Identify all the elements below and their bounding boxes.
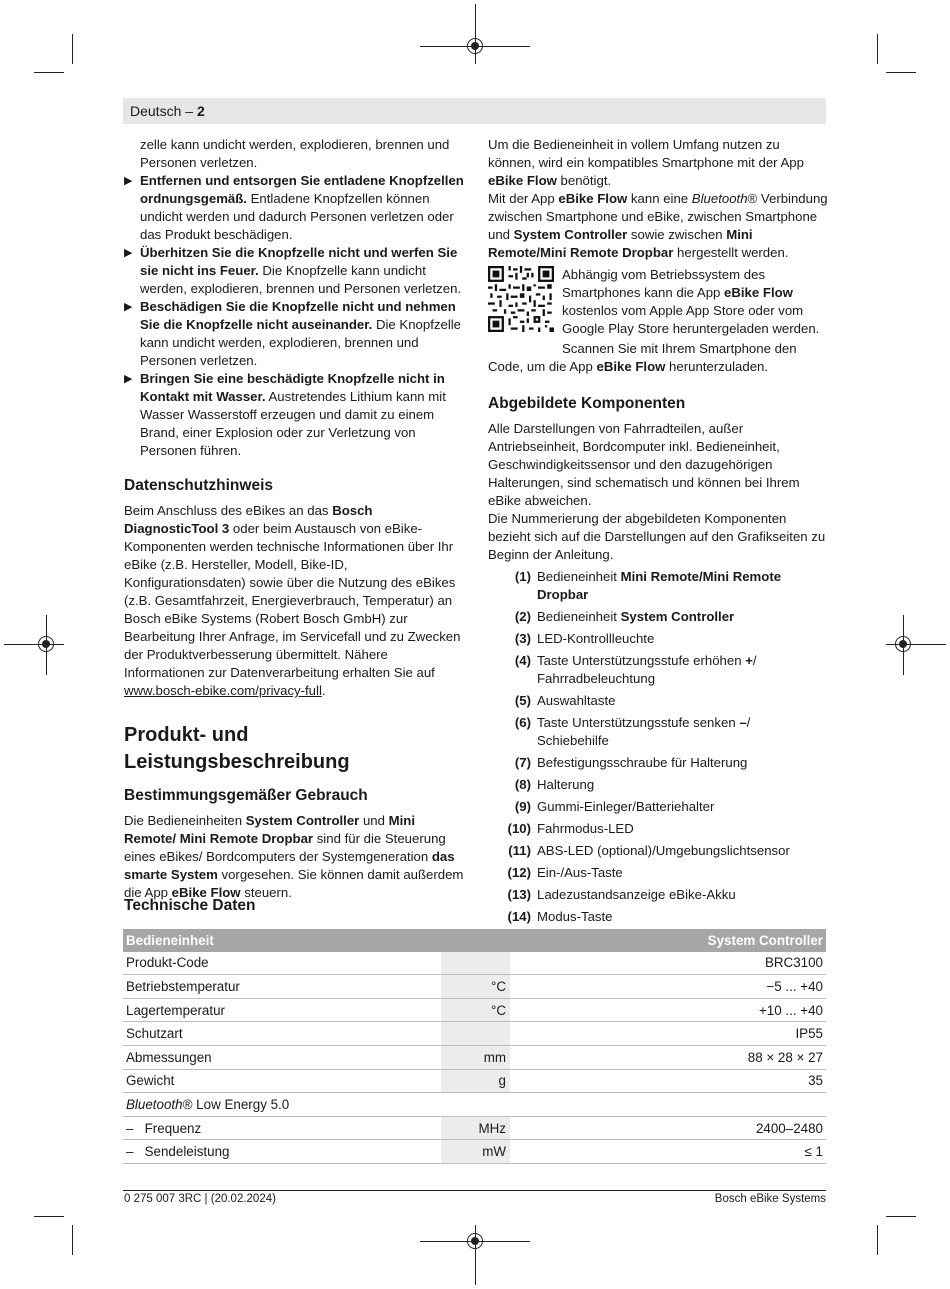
table-cell-value: 88 × 28 × 27 [510, 1045, 826, 1069]
usage-text-part: steuern. [240, 885, 292, 900]
list-item [488, 714, 828, 750]
table-cell-label: – Frequenz [123, 1116, 441, 1140]
list-item [488, 864, 828, 882]
component-number: (14) [507, 909, 531, 924]
component-text: ABS-LED (optional)/Umgebungslichtsensor [537, 843, 790, 858]
header-language: Deutsch [130, 103, 182, 119]
text-part: Scannen Sie mit Ihrem Smartphone den Code, um die App [488, 341, 797, 374]
usage-text-bold: System Controller [245, 813, 360, 828]
usage-text-part: sind für die Steuerung eines eBikes/ Bordcomputers der Systemgeneration [124, 831, 446, 864]
warning-item [124, 370, 464, 460]
table-cell-value: ≤ 1 [510, 1140, 826, 1164]
component-number: (11) [508, 843, 531, 858]
bluetooth-word: Bluetooth [691, 191, 748, 206]
component-bold: – [739, 715, 747, 730]
warning-bold: Beschädigen Sie die Knopfzelle nicht und nehmen Sie die Knopfzelle nicht auseinander. [140, 299, 456, 332]
table-cell-unit: °C [441, 975, 510, 999]
table-header-label: Bedieneinheit [123, 929, 510, 952]
footer-doc-number: 0 275 007 3RC | (20.02.2024) [124, 1193, 276, 1205]
list-item [488, 798, 828, 816]
list-item [488, 568, 828, 604]
table-cell-label: Schutzart [123, 1022, 441, 1046]
text-bold: System Controller [513, 227, 628, 242]
warning-text: Die Knopfzelle kann undicht werden, explodieren, brennen und Personen verletzen. [140, 317, 462, 368]
warning-item [124, 244, 464, 298]
table-cell-unit [441, 952, 510, 975]
table-row [123, 952, 826, 975]
table-cell-label: Abmessungen [123, 1045, 441, 1069]
right-column [488, 136, 828, 926]
table-cell-label: Produkt-Code [123, 952, 441, 975]
table-row [123, 1093, 826, 1117]
page-number: 2 [196, 103, 205, 119]
component-text: Auswahltaste [537, 693, 616, 708]
text-part: kostenlos vom Apple App Store oder vom Google Play Store heruntergeladen werden. [562, 303, 820, 336]
privacy-text [124, 502, 464, 700]
text-bold: Mini Remote/Mini Remote Dropbar [488, 227, 753, 260]
component-bold: System Controller [620, 609, 735, 624]
tech-data-heading: Technische Daten [124, 897, 256, 914]
list-item [488, 908, 828, 926]
table-row [123, 1069, 826, 1093]
crop-mark [877, 34, 878, 64]
table-cell-label: – Sendeleistung [123, 1140, 441, 1164]
component-bold: Mini Remote/Mini Remote Dropbar [537, 569, 782, 602]
component-text: LED-Kontrollleuchte [537, 631, 655, 646]
table-cell-label: Betriebstemperatur [123, 975, 441, 999]
footer-company: Bosch eBike Systems [714, 1193, 826, 1205]
crop-mark [72, 1225, 73, 1255]
component-number: (8) [514, 777, 531, 792]
components-intro: Alle Darstellungen von Fahrradteilen, außer Antriebseinheit, Bordcomputer inkl. Bedieneinheit, Geschwindigkeitssensor und den dazugehörigen Halterungen, sind schematisch und können bei Ihrem eBike abweichen. [488, 421, 800, 508]
components-heading: Abgebildete Komponenten [488, 395, 686, 412]
component-number: (1) [514, 569, 531, 584]
component-text: / [752, 653, 757, 668]
list-item [488, 692, 828, 710]
app-requirement-text [488, 136, 828, 190]
component-text: Gummi-Einleger/Batteriehalter [537, 799, 715, 814]
text-part: Um die Bedieneinheit in vollem Umfang nutzen zu können, wird ein kompatibles Smartphone mit der App [488, 137, 804, 170]
scan-text [488, 340, 828, 376]
component-number: (2) [514, 609, 531, 624]
table-cell-unit: °C [441, 998, 510, 1022]
usage-text-bold: das smarte System [124, 849, 455, 882]
table-cell-value: +10 ... +40 [510, 998, 826, 1022]
bluetooth-word: Bluetooth [126, 1096, 183, 1112]
component-number: (7) [514, 755, 531, 770]
crop-mark [886, 1216, 916, 1217]
crop-mark [877, 1225, 878, 1255]
page-header [130, 103, 205, 119]
list-item [488, 886, 828, 904]
table-cell-value: 35 [510, 1069, 826, 1093]
component-text: Bedieneinheit [537, 569, 621, 584]
table-header-row [123, 929, 826, 952]
warning-item [124, 172, 464, 244]
crop-mark [34, 1216, 64, 1217]
left-column [124, 136, 464, 902]
component-text: Taste Unterstützungsstufe senken [537, 715, 740, 730]
triangle-bullet-icon: ▶ [124, 175, 133, 187]
crop-mark [72, 34, 73, 64]
privacy-heading: Datenschutzhinweis [124, 477, 273, 494]
diagnostic-tool-name: Bosch DiagnosticTool 3 [124, 503, 373, 536]
table-cell-value [510, 1093, 826, 1117]
table-row [123, 975, 826, 999]
text-part: herunterzuladen. [665, 359, 769, 374]
app-name: eBike Flow [488, 173, 557, 188]
header-bar [123, 98, 826, 124]
usage-text-part: und [359, 813, 389, 828]
privacy-text-part: . [321, 683, 326, 698]
triangle-bullet-icon: ▶ [124, 301, 133, 313]
table-cell-label: Lagertemperatur [123, 998, 441, 1022]
component-number: (13) [507, 887, 531, 902]
component-number: (10) [507, 821, 531, 836]
warning-text: Die Knopfzelle kann undicht werden, explodieren, brennen und Personen verletzen. [140, 263, 462, 296]
list-item [488, 842, 828, 860]
list-item [488, 652, 828, 688]
table-cell-value: 2400–2480 [510, 1116, 826, 1140]
usage-text-bold: Mini Remote/ Mini Remote Dropbar [124, 813, 416, 846]
table-cell-unit: g [441, 1069, 510, 1093]
component-text: Halterung [537, 777, 595, 792]
privacy-text-part: Beim Anschluss des eBikes an das [124, 503, 333, 518]
warning-bold: Bringen Sie eine beschädigte Knopfzelle nicht in Kontakt mit Wasser. [140, 371, 445, 404]
app-name: eBike Flow [724, 285, 793, 300]
table-row [123, 1022, 826, 1046]
usage-text-bold: eBike Flow [171, 885, 241, 900]
table-row [123, 1045, 826, 1069]
component-text: Fahrmodus-LED [537, 821, 634, 836]
table-row [123, 998, 826, 1022]
bluetooth-rest: ® Low Energy 5.0 [182, 1096, 290, 1112]
table-cell-unit [441, 1022, 510, 1046]
header-separator: – [181, 103, 197, 119]
table-cell-unit: MHz [441, 1116, 510, 1140]
privacy-link[interactable]: www.bosch-ebike.com/privacy-full [124, 683, 322, 698]
list-item [488, 776, 828, 794]
qr-code-icon[interactable] [488, 266, 554, 332]
component-text: / [746, 715, 751, 730]
usage-heading: Bestimmungsgemäßer Gebrauch [124, 787, 368, 804]
table-cell-label: Gewicht [123, 1069, 441, 1093]
list-item [488, 608, 828, 626]
component-number: (9) [514, 799, 531, 814]
list-item [488, 630, 828, 648]
qr-description [562, 266, 828, 338]
warning-text: Entladene Knopfzellen können undicht werden und dadurch Personen verletzen oder das Produkt beschädigen. [140, 191, 454, 242]
component-text: Modus-Taste [537, 909, 613, 924]
triangle-bullet-icon: ▶ [124, 247, 133, 259]
usage-text [124, 812, 464, 902]
warning-bold: Überhitzen Sie die Knopfzelle nicht und werfen Sie sie nicht ins Feuer. [140, 245, 458, 278]
tech-data-table [123, 929, 826, 1164]
usage-text-part: Die Bedieneinheiten [124, 813, 246, 828]
crop-mark [34, 72, 64, 73]
usage-text-part: vorgesehen. Sie können damit außerdem die App [124, 867, 464, 900]
components-list [488, 568, 828, 926]
table-header-value: System Controller [510, 929, 826, 952]
app-name: eBike Flow [596, 359, 666, 374]
intro-text: zelle kann undicht werden, explodieren, brennen und Personen verletzen. [140, 137, 450, 170]
text-part: kann eine [627, 191, 692, 206]
text-part: Abhängig vom Betriebssystem des Smartphones kann die App [562, 267, 766, 300]
qr-section [488, 266, 828, 338]
registration-mark-icon [38, 636, 54, 652]
component-bold: + [745, 653, 753, 668]
component-number: (3) [514, 631, 531, 646]
component-number: (12) [507, 865, 531, 880]
text-part: ® Verbindung zwischen Smartphone und eBike, zwischen Smartphone und [488, 191, 828, 242]
table-cell-value: BRC3100 [510, 952, 826, 975]
text-part: hergestellt werden. [673, 245, 789, 260]
table-row [123, 1140, 826, 1164]
warning-bold: Entfernen und entsorgen Sie entladene Knopfzellen ordnungsgemäß. [140, 173, 464, 206]
footer-divider [123, 1190, 826, 1191]
warning-item [124, 298, 464, 370]
component-number: (4) [514, 653, 531, 668]
registration-mark-icon [467, 1233, 483, 1249]
table-row [123, 1116, 826, 1140]
table-cell-unit: mm [441, 1045, 510, 1069]
bluetooth-text [488, 190, 828, 262]
app-name: eBike Flow [558, 191, 628, 206]
component-text: Bedieneinheit [537, 609, 621, 624]
component-text: Fahrradbeleuchtung [537, 671, 656, 686]
list-item [488, 820, 828, 838]
table-cell-label [123, 1093, 441, 1117]
privacy-text-part: oder beim Austausch von eBike-Komponenten werden technische Informationen über Ihr eBike (z.B. Hersteller, Modell, Bike-ID, Konfigurationsdaten) sowie über die Nutzung des eBikes (z.B. Gesamtfahrzeit, Energieverbrauch, Temperatur) an Bosch eBike Systems (Robert Bosch GmbH) zur Bearbeitung Ihrer Anfrage, im Servicefall und zu Zwecken der Produktverbesserung übermittelt. Nähere Informationen zur Datenverarbeitung erhalten Sie auf [124, 521, 461, 680]
component-text: Schiebehilfe [537, 733, 609, 748]
list-item [488, 754, 828, 772]
component-text: Taste Unterstützungsstufe erhöhen [537, 653, 746, 668]
text-part: sowie zwischen [627, 227, 727, 242]
table-cell-unit: mW [441, 1140, 510, 1164]
triangle-bullet-icon: ▶ [124, 373, 133, 385]
table-cell-unit [441, 1093, 510, 1117]
component-number: (5) [514, 693, 531, 708]
table-cell-value: IP55 [510, 1022, 826, 1046]
crop-mark [886, 72, 916, 73]
text-part: Mit der App [488, 191, 559, 206]
registration-mark-icon [467, 38, 483, 54]
component-text: Befestigungsschraube für Halterung [537, 755, 748, 770]
components-numbering-note: Die Nummerierung der abgebildeten Komponenten bezieht sich auf die Darstellungen auf den Grafikseiten zu Beginn der Anleitung. [488, 511, 826, 562]
component-number: (6) [514, 715, 531, 730]
component-text: Ladezustandsanzeige eBike-Akku [537, 887, 736, 902]
table-cell-value: −5 ... +40 [510, 975, 826, 999]
warning-text: Austretendes Lithium kann mit Wasser Wasserstoff erzeugen und damit zu einem Brand, einer Explosion oder zur Verletzung von Personen führen. [140, 389, 446, 458]
product-heading: Produkt- und Leistungsbeschreibung [124, 724, 350, 773]
registration-mark-icon [895, 636, 911, 652]
registration-line [4, 644, 64, 645]
text-part: benötigt. [556, 173, 612, 188]
component-text: Ein-/Aus-Taste [537, 865, 623, 880]
